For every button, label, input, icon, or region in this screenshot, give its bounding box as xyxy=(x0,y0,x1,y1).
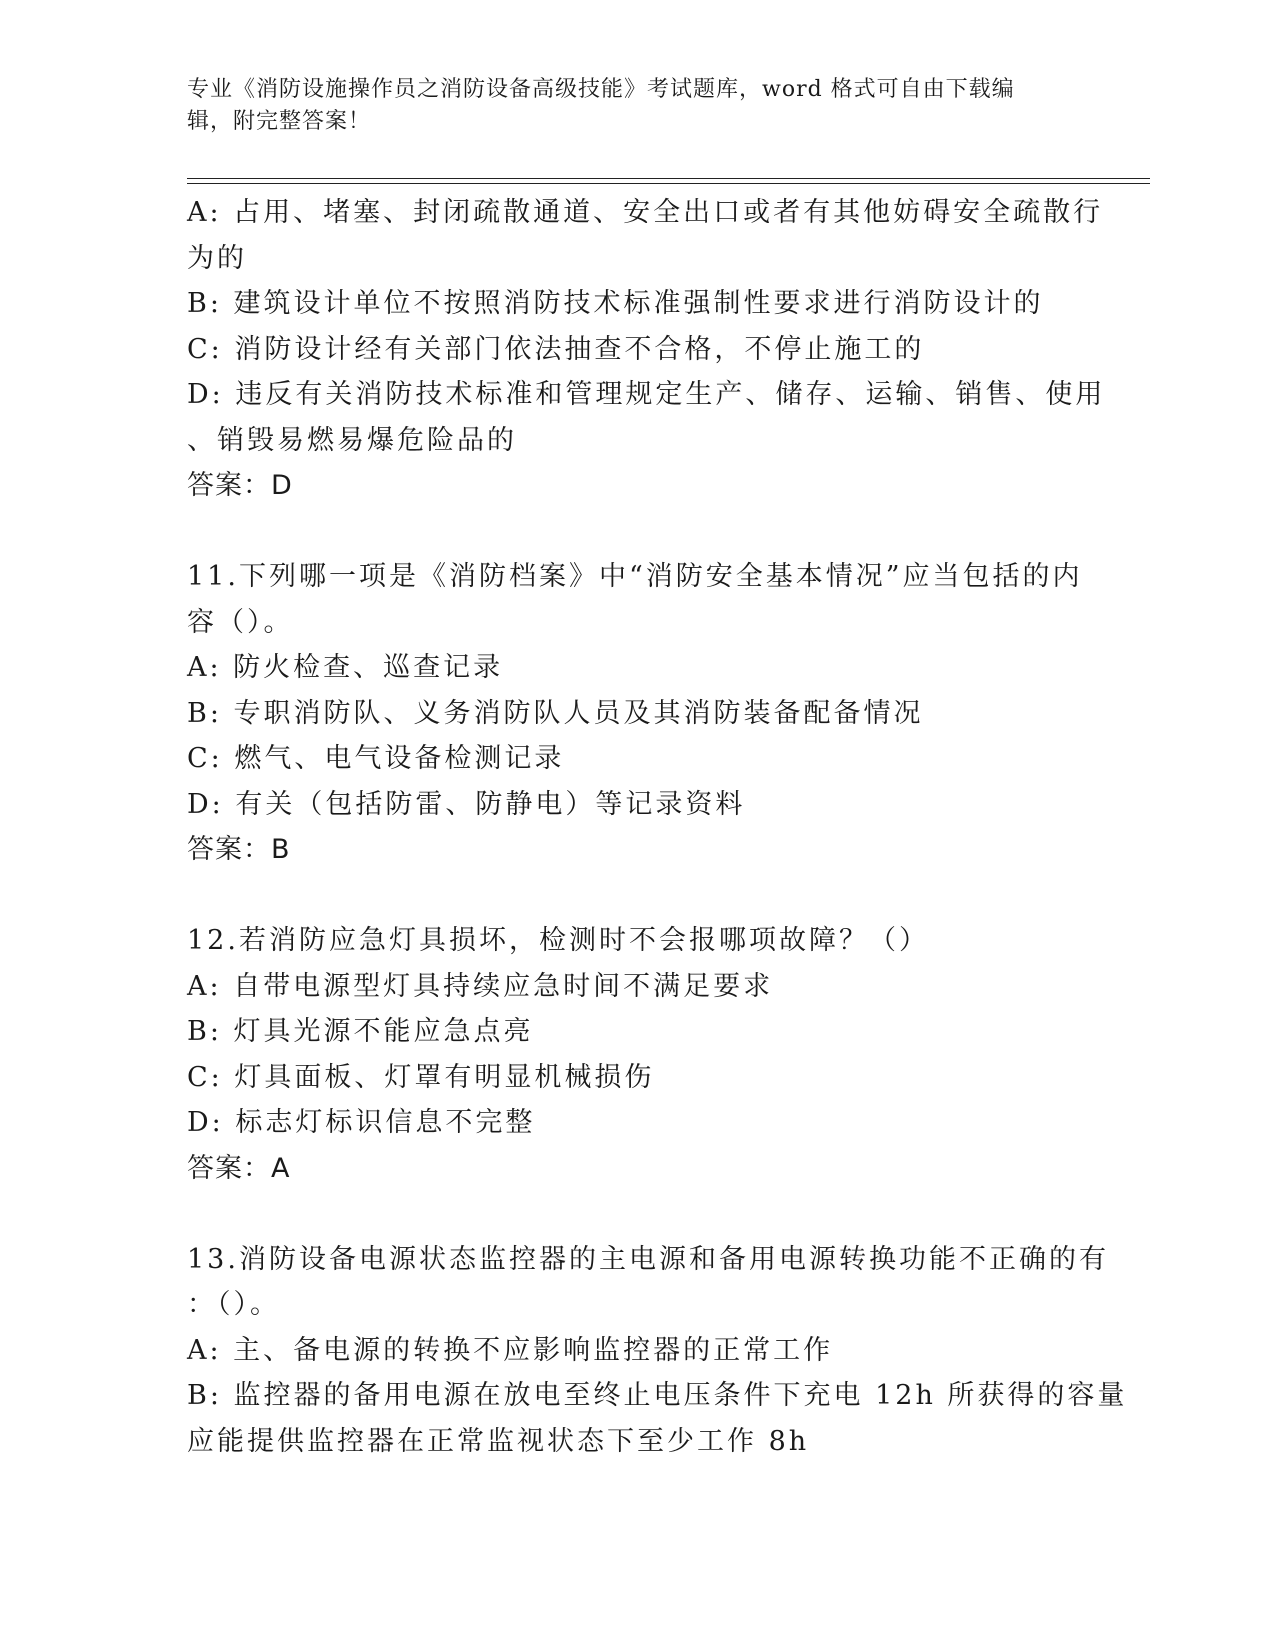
spacer xyxy=(187,1191,1087,1237)
header-line-1: 专业《消防设施操作员之消防设备高级技能》考试题库，word 格式可自由下载编 xyxy=(187,77,1015,102)
option-a: A: 防火检查、巡查记录 xyxy=(187,652,504,683)
answer: 答案：D xyxy=(187,470,293,501)
option-a: A: 自带电源型灯具持续应急时间不满足要求 xyxy=(187,970,774,1002)
option-b: B: 建筑设计单位不按照消防技术标准强制性要求进行消防设计的 xyxy=(187,288,1044,319)
spacer xyxy=(187,509,1087,555)
option-c: C: 燃气、电气设备检测记录 xyxy=(187,743,565,774)
option-c: C: 灯具面板、灯罩有明显机械损伤 xyxy=(187,1061,655,1093)
option-b-line-1: B: 监控器的备用电源在放电至终止电压条件下充电 12h 所获得的容量 xyxy=(187,1380,1128,1411)
option-b: B: 灯具光源不能应急点亮 xyxy=(187,1016,534,1047)
question-content xyxy=(187,190,1128,1464)
option-c: C: 消防设计经有关部门依法抽查不合格，不停止施工的 xyxy=(187,333,925,365)
header-rule-bottom xyxy=(187,183,1150,184)
question-11 xyxy=(187,554,1087,873)
header-rule-top xyxy=(187,178,1150,179)
option-d-line-1: D: 违反有关消防技术标准和管理规定生产、储存、运输、销售、使用 xyxy=(187,379,1106,410)
option-a-line-1: A: 占用、堵塞、封闭疏散通道、安全出口或者有其他妨碍安全疏散行 xyxy=(187,197,1104,228)
question-stem-line-2: 容（）。 xyxy=(187,606,294,638)
option-d: D: 有关（包括防雷、防静电）等记录资料 xyxy=(187,788,746,820)
option-a: A: 主、备电源的转换不应影响监控器的正常工作 xyxy=(187,1334,834,1366)
question-10 xyxy=(187,190,1106,509)
question-12 xyxy=(187,918,1087,1191)
question-stem-line-1: 13.消防设备电源状态监控器的主电源和备用电源转换功能不正确的有 xyxy=(187,1243,1109,1275)
answer: 答案：B xyxy=(187,834,291,865)
option-d: D: 标志灯标识信息不完整 xyxy=(187,1107,536,1138)
option-d-line-2: 、销毁易燃易爆危险品的 xyxy=(187,424,517,456)
question-13 xyxy=(187,1237,1128,1465)
question-stem: 12.若消防应急灯具损坏，检测时不会报哪项故障？（） xyxy=(187,925,929,956)
option-b-line-2: 应能提供监控器在正常监视状态下至少工作 8h xyxy=(187,1425,810,1457)
spacer xyxy=(187,873,1087,919)
option-a-line-2: 为的 xyxy=(187,242,247,274)
option-b: B: 专职消防队、义务消防队人员及其消防装备配备情况 xyxy=(187,697,924,729)
page-header xyxy=(187,74,1077,138)
question-stem-line-2: ：（）。 xyxy=(187,1289,280,1320)
question-stem-line-1: 11.下列哪一项是《消防档案》中“消防安全基本情况”应当包括的内 xyxy=(187,561,1083,592)
answer: 答案：A xyxy=(187,1152,291,1184)
header-line-2: 辑，附完整答案！ xyxy=(187,109,372,134)
